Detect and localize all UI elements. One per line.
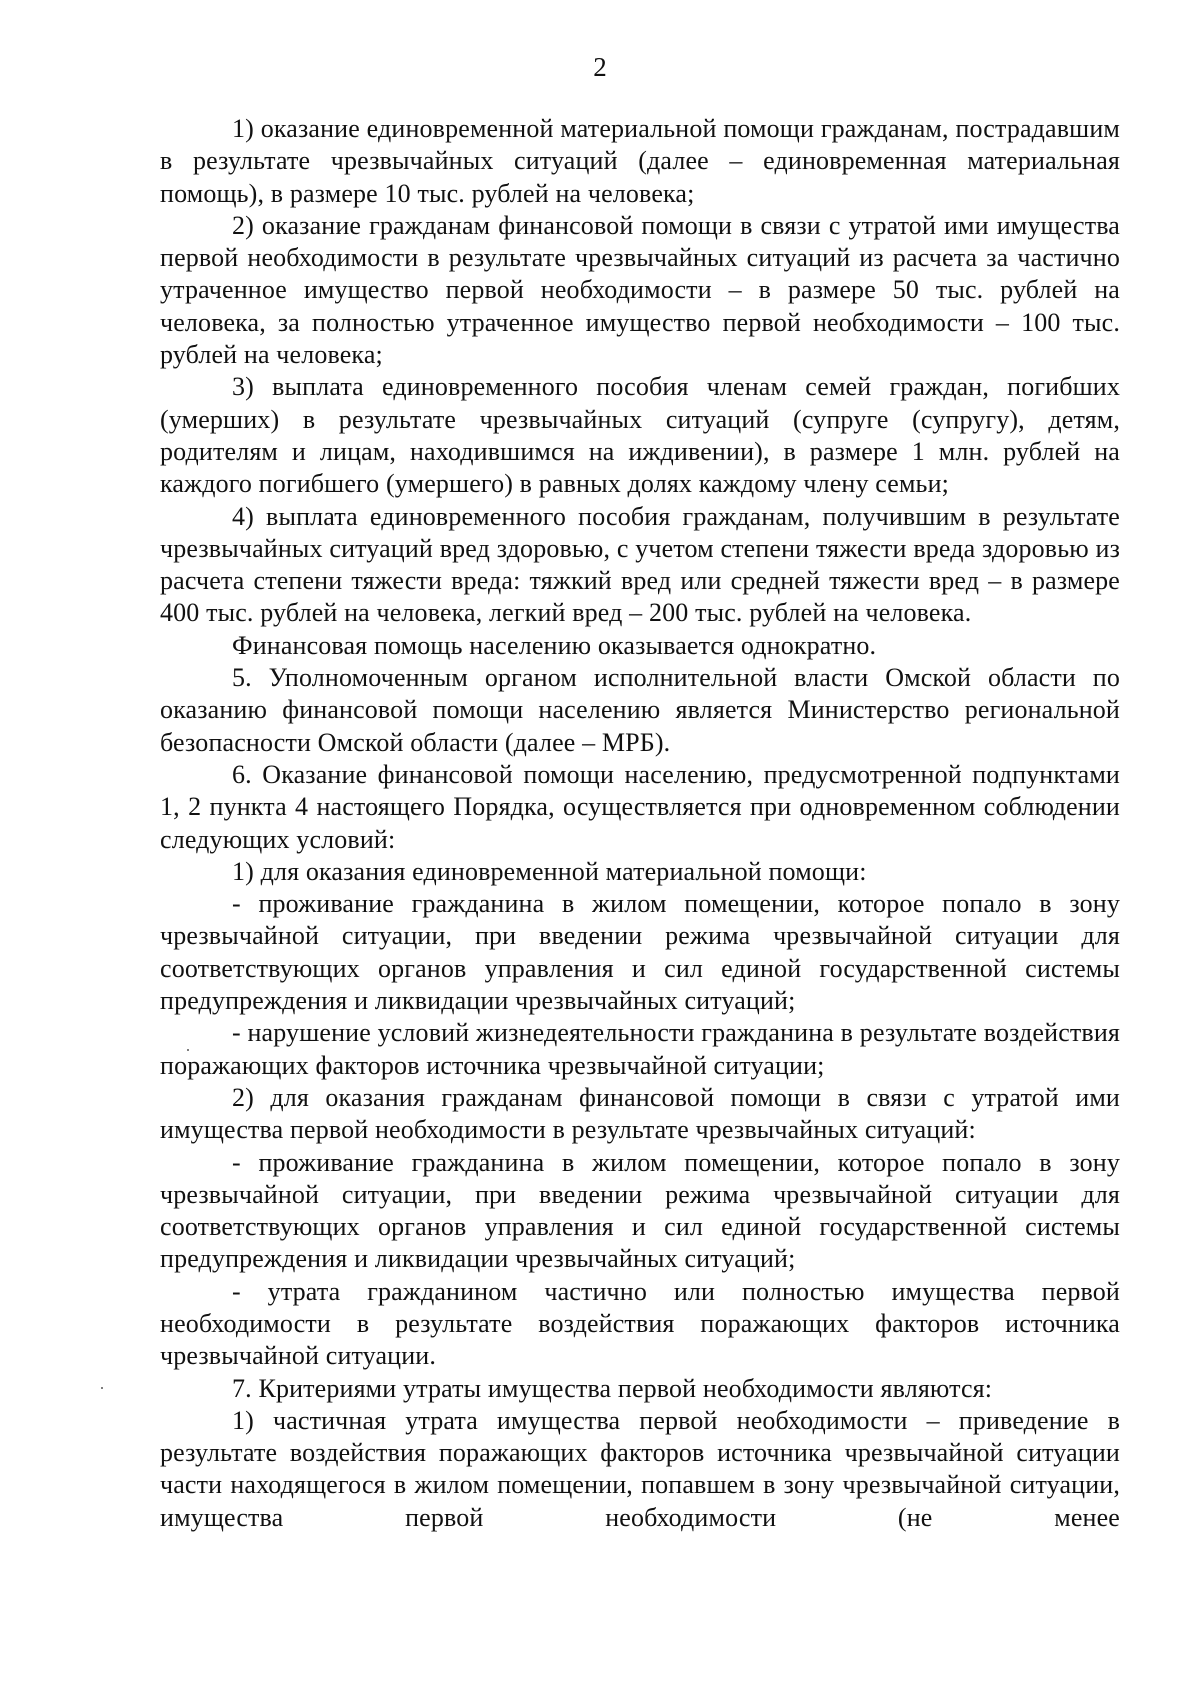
list-item-6-1-a: - проживание гражданина в жилом помещении, которое попало в зону чрезвычайной ситуации, при введении режима чрезвычайной ситуации для соответствующих органов управления и сил единой государственной системы предупреждения и ликвидации чрезвычайных ситуаций; (160, 889, 1120, 1016)
paragraph-6-2: 2) для оказания гражданам финансовой помощи в связи с утратой ими имущества первой необходимости в результате чрезвычайных ситуаций: (160, 1082, 1120, 1145)
paragraph-4-4: 4) выплата единовременного пособия гражданам, получившим в результате чрезвычайных ситуаций вред здоровью, с учетом степени тяжести вреда здоровью из расчета степени тяжести вреда: тяжкий вред или средней тяжести вред – в размере 400 тыс. рублей на человека, легкий вред – 200 тыс. рублей на человека. (160, 501, 1120, 628)
paragraph-4-3: 3) выплата единовременного пособия членам семей граждан, погибших (умерших) в результате чрезвычайных ситуаций (супруге (супругу), детям, родителям и лицам, находившимся на иждивении), в размере 1 млн. рублей на каждого погибшего (умершего) в равных долях каждому члену семьи; (160, 372, 1120, 499)
paragraph-4-2: 2) оказание гражданам финансовой помощи в связи с утратой ими имущества первой необходимости в результате чрезвычайных ситуаций из расчета за частично утраченное имущество первой необходимости – в размере 50 тыс. рублей на человека, за полностью утраченное имущество первой необходимости – 100 тыс. рублей на человека; (160, 210, 1120, 370)
list-item-6-1-b: - нарушение условий жизнедеятельности гражданина в результате воздействия поражающих факторов источника чрезвычайной ситуации; (160, 1018, 1120, 1080)
page-number: 2 (593, 52, 607, 82)
scan-speck (101, 1387, 103, 1389)
list-item-6-2-a: - проживание гражданина в жилом помещении, которое попало в зону чрезвычайной ситуации, при введении режима чрезвычайной ситуации для соответствующих органов управления и сил единой государственной системы предупреждения и ликвидации чрезвычайных ситуаций; (160, 1147, 1120, 1274)
paragraph-one-time-note: Финансовая помощь населению оказывается однократно. (232, 630, 877, 660)
paragraph-6-1: 1) для оказания единовременной материальной помощи: (232, 856, 867, 886)
scan-speck (187, 1049, 189, 1051)
paragraph-4-1: 1) оказание единовременной материальной помощи гражданам, пострадавшим в результате чрезвычайных ситуаций (далее – единовременная материальная помощь), в размере 10 тыс. рублей на человека; (160, 114, 1120, 208)
paragraph-7: 7. Критериями утраты имущества первой необходимости являются: (232, 1373, 993, 1403)
list-item-6-2-b: - утрата гражданином частично или полностью имущества первой необходимости в результате воздействия поражающих факторов источника чрезвычайной ситуации. (160, 1276, 1120, 1371)
paragraph-6: 6. Оказание финансовой помощи населению, предусмотренной подпунктами 1, 2 пункта 4 настоящего Порядка, осуществляется при одновременном соблюдении следующих условий: (160, 759, 1120, 854)
document-body (160, 113, 1120, 1534)
paragraph-7-1: 1) частичная утрата имущества первой необходимости – приведение в результате воздействия поражающих факторов источника чрезвычайной ситуации части находящегося в жилом помещении, попавшем в зону чрезвычайной ситуации, имущества первой необходимости (не менее (160, 1405, 1120, 1532)
paragraph-5: 5. Уполномоченным органом исполнительной власти Омской области по оказанию финансовой помощи населению является Министерство региональной безопасности Омской области (далее – МРБ). (160, 663, 1120, 757)
